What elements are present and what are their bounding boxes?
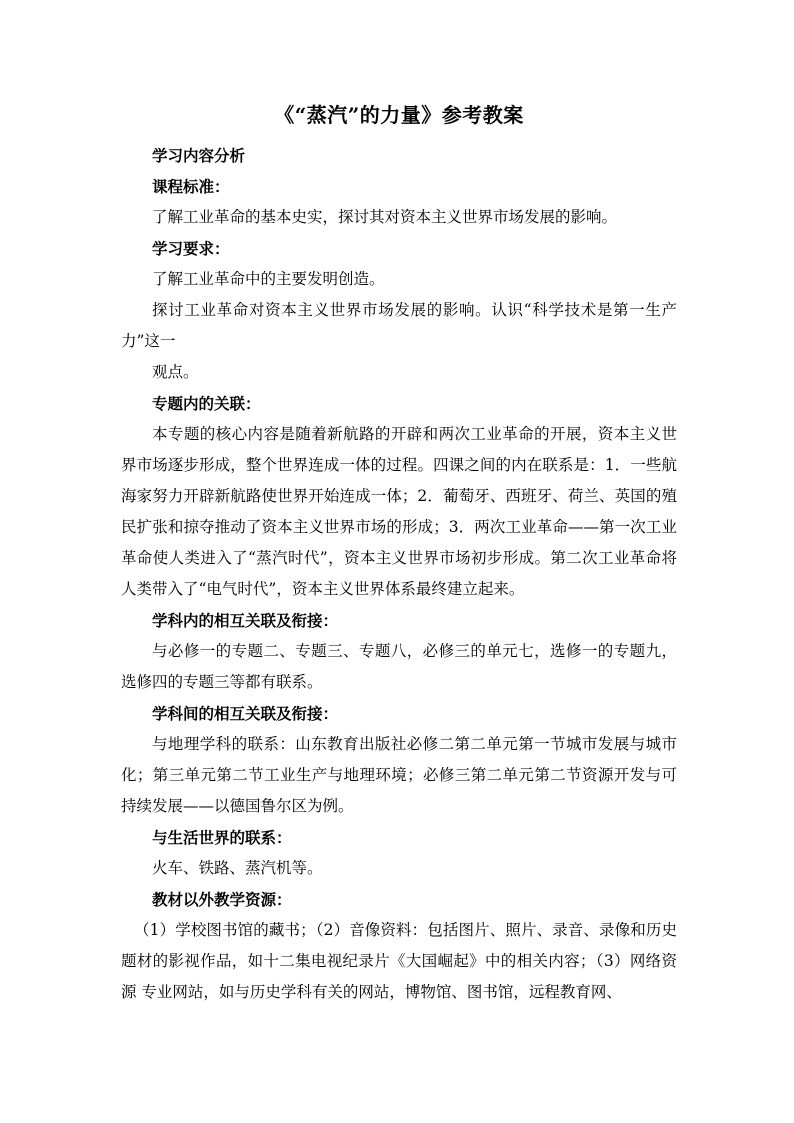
document-title: 《“蒸汽”的力量》参考教案	[274, 103, 524, 127]
heading-requirements: 学习要求：	[152, 239, 230, 258]
text-life-link: 火车、铁路、蒸汽机等。	[152, 859, 323, 877]
text-resources: （1）学校图书馆的藏书；（2）音像资料：包括图片、照片、录音、录像和历史题材的影视作品，如十二集电视纪录片《大国崛起》中的相关内容；（3）网络资源 专业网站，如与历史学科有关的网站，博物馆、图书馆，远程教育网、	[121, 921, 677, 1001]
section-heading-analysis: 学习内容分析	[152, 146, 246, 165]
text-requirement-2-continued: 观点。	[152, 363, 199, 381]
heading-cross-subject: 学科间的相互关联及衔接：	[152, 704, 339, 723]
heading-topic-link: 专题内的关联：	[152, 394, 261, 413]
text-cross-subject: 与地理学科的联系：山东教育出版社必修二第二单元第一节城市发展与城市化；第三单元第二节工业生产与地理环境；必修三第二单元第二节资源开发与可持续发展——以德国鲁尔区为例。	[121, 735, 677, 815]
text-topic-link: 本专题的核心内容是随着新航路的开辟和两次工业革命的开展，资本主义世界市场逐步形成，整个世界连成一体的过程。四课之间的内在联系是：1．一些航海家努力开辟新航路使世界开始连成一体；2．葡萄牙、西班牙、荷兰、英国的殖民扩张和掠夺推动了资本主义世界市场的形成；3．两次工业革命——第一次工业革命使人类进入了“蒸汽时代”，资本主义世界市场初步形成。第二次工业革命将人类带入了“电气时代”，资本主义世界体系最终建立起来。	[121, 425, 677, 598]
heading-within-subject: 学科内的相互关联及衔接：	[152, 611, 339, 630]
text-course-standard: 了解工业革命的基本史实，探讨其对资本主义世界市场发展的影响。	[152, 208, 618, 226]
document-page	[121, 100, 677, 1008]
heading-course-standard: 课程标准：	[152, 177, 230, 196]
text-requirement-2: 探讨工业革命对资本主义世界市场发展的影响。认识“科学技术是第一生产力”这一	[121, 301, 677, 350]
text-requirement-1: 了解工业革命中的主要发明创造。	[152, 270, 385, 288]
heading-resources: 教材以外教学资源：	[152, 890, 292, 909]
text-within-subject: 与必修一的专题二、专题三、专题八，必修三的单元七，选修一的专题九，选修四的专题三等都有联系。	[121, 642, 677, 691]
heading-life-link: 与生活世界的联系：	[152, 828, 292, 847]
